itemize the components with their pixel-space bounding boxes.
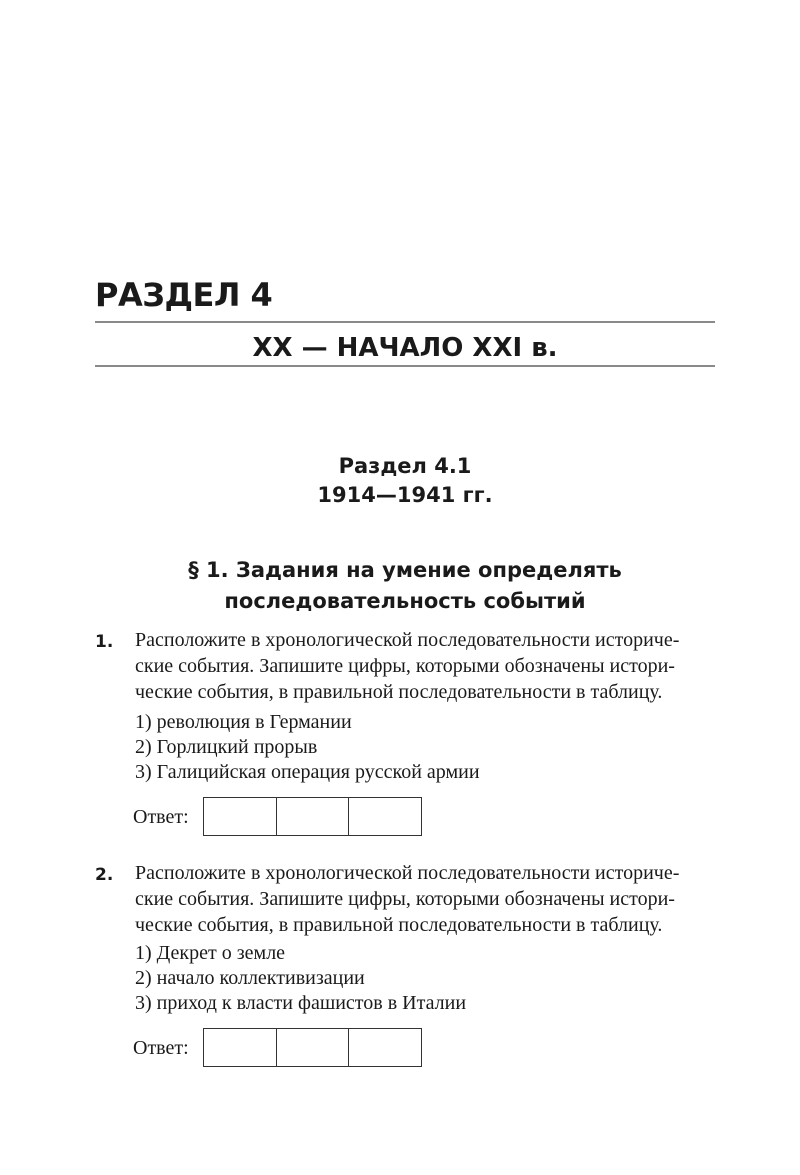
task-text-line: ские события. Запишите цифры, которыми обозначены истори- (135, 888, 675, 910)
answer-label: Ответ: (133, 806, 189, 828)
subsection-title: Раздел 4.1 (338, 454, 472, 478)
answer-cell[interactable] (277, 798, 350, 835)
paragraph-title-line2: последовательность событий (224, 589, 586, 613)
task-option: 1) Декрет о земле (135, 942, 286, 964)
task-number: 2. (95, 865, 114, 885)
task-text-line: ческие события, в правильной последовательности в таблицу. (135, 914, 663, 936)
paragraph-title-line1: § 1. Задания на умение определять (188, 558, 622, 582)
era-title: XX — НАЧАЛО XXI в. (252, 333, 558, 363)
answer-cell[interactable] (204, 798, 277, 835)
answer-label: Ответ: (133, 1037, 189, 1059)
task-option: 3) Галицийская операция русской армии (135, 761, 480, 783)
answer-grid (203, 1028, 422, 1067)
task-option: 3) приход к власти фашистов в Италии (135, 992, 467, 1014)
task-option: 1) революция в Германии (135, 711, 352, 733)
answer-grid (203, 797, 422, 836)
answer-cell[interactable] (349, 1029, 421, 1066)
task-number: 1. (95, 632, 114, 652)
divider (95, 365, 715, 367)
answer-cell[interactable] (277, 1029, 350, 1066)
divider (95, 321, 715, 323)
subsection-years: 1914—1941 гг. (317, 483, 493, 507)
answer-cell[interactable] (204, 1029, 277, 1066)
task-option: 2) Горлицкий прорыв (135, 736, 318, 758)
task-text-line: Расположите в хронологической последовательности историче- (135, 862, 680, 884)
task-option: 2) начало коллективизации (135, 967, 365, 989)
task-text-line: Расположите в хронологической последовательности историче- (135, 629, 680, 651)
task-text-line: ческие события, в правильной последовательности в таблицу. (135, 681, 663, 703)
task-text-line: ские события. Запишите цифры, которыми обозначены истори- (135, 655, 675, 677)
answer-cell[interactable] (349, 798, 421, 835)
section-title: РАЗДЕЛ 4 (95, 276, 273, 314)
